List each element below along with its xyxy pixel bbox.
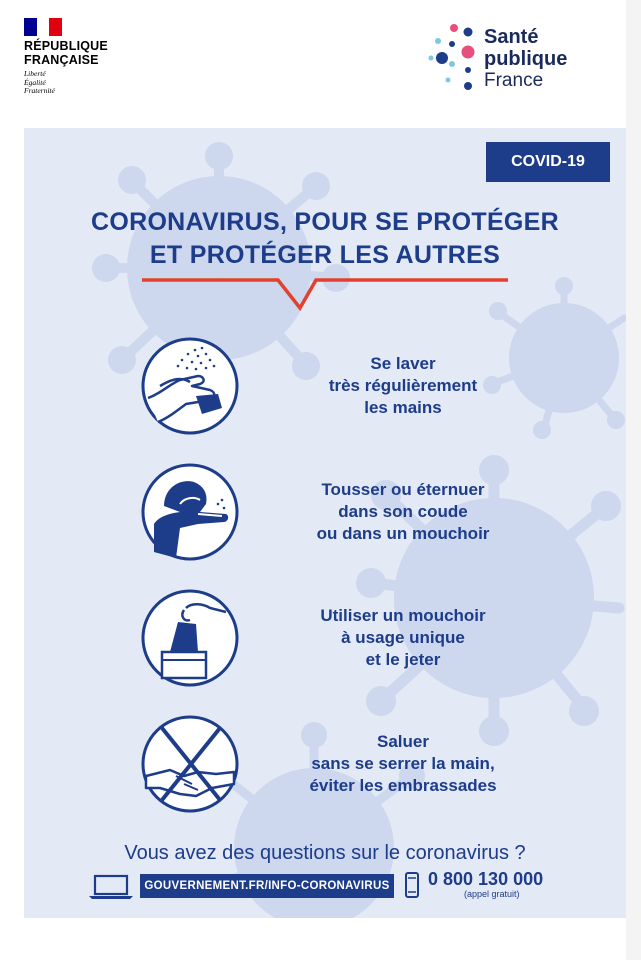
cough-elbow-icon xyxy=(140,462,240,562)
gesture-row-4 xyxy=(24,714,626,814)
questions-text: Vous avez des questions sur le coronavirus ? xyxy=(124,842,526,864)
gesture-text-4: Saluer sans se serrer la main, éviter les embrassades xyxy=(309,732,497,795)
no-handshake-icon xyxy=(140,714,240,814)
speech-bubble-underline xyxy=(140,274,510,314)
rf-motto-fraternite: Fraternité xyxy=(24,86,55,95)
title-line1: CORONAVIRUS, POUR SE PROTÉGER xyxy=(90,208,559,236)
phone-icon xyxy=(404,871,420,899)
header xyxy=(0,0,641,128)
spf-line2: publique xyxy=(484,48,568,70)
spf-line1: Santé xyxy=(484,26,539,48)
covid-badge: COVID-19 xyxy=(486,142,610,182)
gesture-text-3: Utiliser un mouchoir à usage unique et le jeter xyxy=(320,606,486,669)
gesture-row-3 xyxy=(24,588,626,688)
gesture-row-1 xyxy=(24,336,626,436)
gesture-row-2 xyxy=(24,462,626,562)
phone-number[interactable]: 0 800 130 000 xyxy=(428,869,544,889)
page-edge xyxy=(626,0,641,960)
tissue-icon xyxy=(140,588,240,688)
spf-line3: France xyxy=(484,70,544,91)
poster xyxy=(24,128,626,918)
molecule-dots-icon xyxy=(428,18,484,98)
hand-washing-icon xyxy=(140,336,240,436)
gesture-text-1: Se laver très régulièrement les mains xyxy=(328,354,478,417)
republique-francaise-logo xyxy=(24,18,108,96)
gesture-text-2: Tousser ou éternuer dans son coude ou dans un mouchoir xyxy=(316,480,490,543)
rf-line1: RÉPUBLIQUE xyxy=(24,39,108,53)
title-line2: ET PROTÉGER LES AUTRES xyxy=(149,241,501,269)
sante-publique-france-logo xyxy=(428,18,598,98)
info-url-link[interactable]: GOUVERNEMENT.FR/INFO-CORONAVIRUS xyxy=(140,874,394,898)
rf-motto-egalite: Égalité xyxy=(24,77,46,87)
rf-line2: FRANÇAISE xyxy=(24,53,99,67)
laptop-icon xyxy=(88,874,134,900)
phone-note: (appel gratuit) xyxy=(464,889,520,899)
rf-motto-liberte: Liberté xyxy=(24,69,46,78)
french-flag-icon xyxy=(24,18,62,36)
poster-title xyxy=(24,206,626,272)
